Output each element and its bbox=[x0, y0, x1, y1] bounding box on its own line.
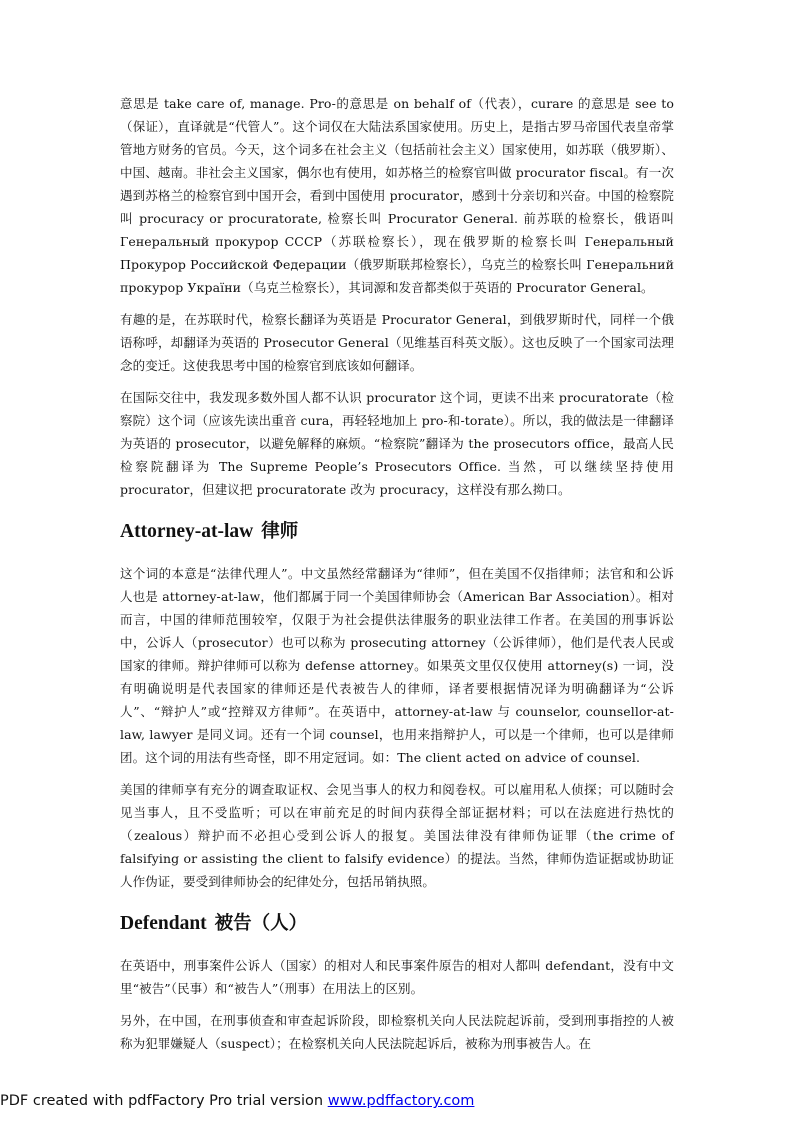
heading-english: Defendant bbox=[120, 913, 207, 934]
section-heading-attorney bbox=[120, 519, 674, 545]
heading-english: Attorney-at-law bbox=[120, 521, 254, 542]
document-body bbox=[120, 92, 674, 1064]
pdf-footer bbox=[0, 1093, 474, 1109]
paragraph: 美国的律师享有充分的调查取证权、会见当事人的权力和阅卷权。可以雇用私人侦探；可以随时会见当事人，且不受监听；可以在审前充足的时间内获得全部证据材料；可以在法庭进行热忱的（zealous）辩护而不必担心受到公诉人的报复。美国法律没有律师伪证罪（the crime of falsifying or assisting the client to falsify evidence）的提法。当然，律师伪造证据或协助证人作伪证，要受到律师协会的纪律处分，包括吊销执照。 bbox=[120, 782, 674, 889]
paragraph: 另外，在中国，在刑事侦查和审查起诉阶段，即检察机关向人民法院起诉前，受到刑事指控的人被称为犯罪嫌疑人（suspect）；在检察机关向人民法院起诉后，被称为刑事被告人。在 bbox=[120, 1013, 674, 1051]
heading-chinese: 律师 bbox=[261, 521, 299, 542]
section-heading-defendant bbox=[120, 911, 674, 937]
heading-chinese: 被告（人） bbox=[214, 913, 308, 934]
paragraph: 在国际交往中，我发现多数外国人都不认识 procurator 这个词，更读不出来 procuratorate（检察院）这个词（应该先读出重音 cura，再轻轻地加上 pro-和-torate）。所以，我的做法是一律翻译为英语的 prosecutor，以避免解释的麻烦。“检察院”翻译为 the prosecutors office，最高人民检察院翻译为 The Supreme People’s Prosecutors Office. 当然，可以继续坚持使用 procurator，但建议把 procuratorate 改为 procuracy，这样没有那么拗口。 bbox=[120, 390, 674, 497]
paragraph: 在英语中，刑事案件公诉人（国家）的相对人和民事案件原告的相对人都叫 defendant，没有中文里“被告”（民事）和“被告人”（刑事）在用法上的区别。 bbox=[120, 958, 674, 996]
paragraph: 有趣的是，在苏联时代，检察长翻译为英语是 Procurator General，到俄罗斯时代，同样一个俄语称呼，却翻译为英语的 Prosecutor General（见维基百科英文版）。这也反映了一个国家司法理念的变迁。这使我思考中国的检察官到底该如何翻译。 bbox=[120, 312, 674, 373]
paragraph: 意思是 take care of, manage. Pro-的意思是 on behalf of（代表），curare 的意思是 see to（保证），直译就是“代管人”。这个词仅在大陆法系国家使用。历史上，是指古罗马帝国代表皇帝掌管地方财务的官员。今天，这个词多在社会主义（包括前社会主义）国家使用，如苏联（俄罗斯）、中国、越南。非社会主义国家，偶尔也有使用，如苏格兰的检察官叫做 procurator fiscal。有一次遇到苏格兰的检察官到中国开会，看到中国使用 procurator，感到十分亲切和兴奋。中国的检察院叫 procuracy or procuratorate, 检察长叫 Procurator General. 前苏联的检察长，俄语叫 Генеральный прокурор СССР（苏联检察长），现在俄罗斯的检察长叫 Генеральный Прокурор Российской Федерации（俄罗斯联邦检察长），乌克兰的检察长叫 Генеральний прокурор України（乌克兰检察长），其词源和发音都类似于英语的 Procurator General。 bbox=[120, 96, 674, 295]
paragraph: 这个词的本意是“法律代理人”。中文虽然经常翻译为“律师”，但在美国不仅指律师；法官和和公诉人也是 attorney-at-law，他们都属于同一个美国律师协会（American Bar Association）。相对而言，中国的律师范围较窄，仅限于为社会提供法律服务的职业法律工作者。在美国的刑事诉讼中，公诉人（prosecutor）也可以称为 prosecuting attorney（公诉律师），他们是代表人民或国家的律师。辩护律师可以称为 defense attorney。如果英文里仅仅使用 attorney(s) 一词，没有明确说明是代表国家的律师还是代表被告人的律师，译者要根据情况译为明确翻译为“公诉人”、“辩护人”或“控辩双方律师”。在英语中，attorney-at-law 与 counselor, counsellor-at-law, lawyer 是同义词。还有一个词 counsel，也用来指辩护人，可以是一个律师，也可以是律师团。这个词的用法有些奇怪，即不用定冠词。如：The client acted on advice of counsel. bbox=[120, 566, 674, 765]
footer-link[interactable]: www.pdffactory.com bbox=[327, 1093, 475, 1109]
footer-text: PDF created with pdfFactory Pro trial version bbox=[0, 1093, 328, 1109]
